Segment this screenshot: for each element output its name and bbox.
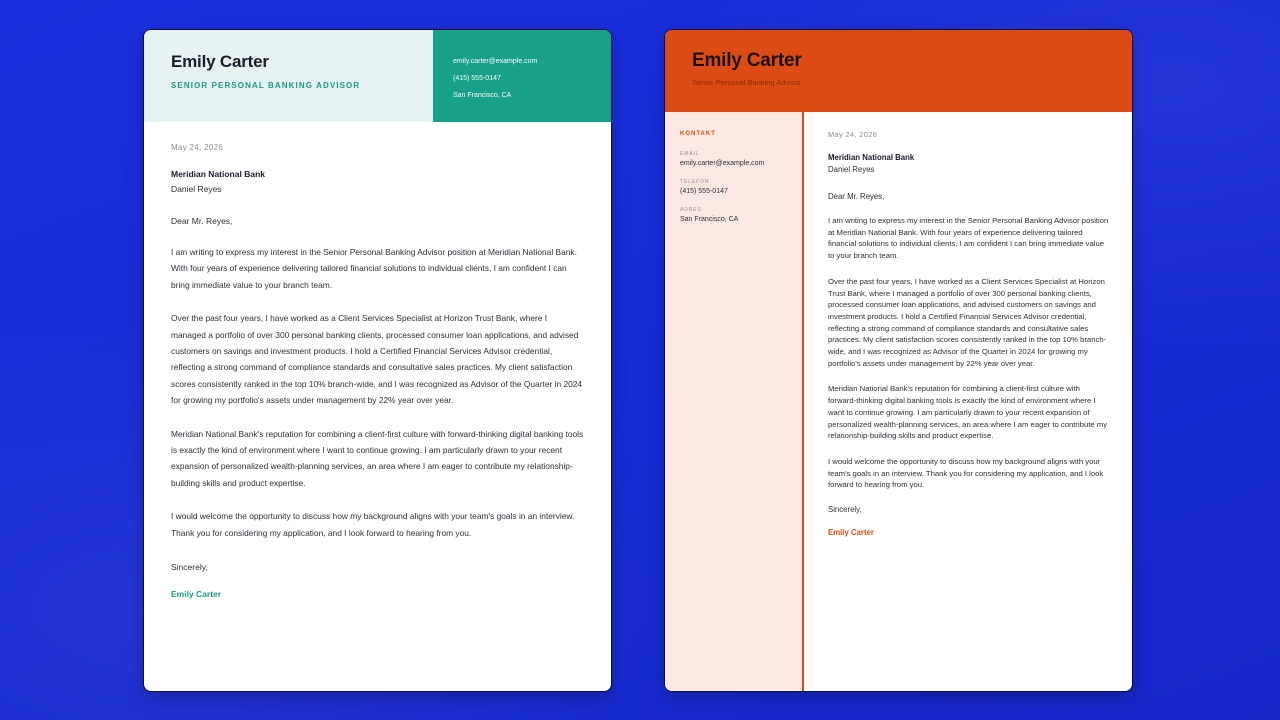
letter-date: May 24, 2026 xyxy=(828,130,878,139)
letter-header xyxy=(665,30,1132,112)
signature: Emily Carter xyxy=(828,528,874,538)
paragraph: Over the past four years, I have worked as a Client Services Specialist at Horizon Trust Bank, where I managed a portfolio of over 300 personal banking clients, processed consumer loan applications, and advised customers on savings and investment products. I hold a Certified Financial Services Advisor credential, reflecting a strong command of compliance standards and consultative sales practices. My client satisfaction scores consistently ranked in the top 10% branch-wide, and I was recognized as Advisor of the Quarter in 2024 for growing my portfolio's assets under management by 22% year over year. xyxy=(171,313,583,406)
paragraph: Meridian National Bank's reputation for combining a client-first culture with forward-thinking digital banking tools is exactly the kind of environment where I want to continue growing. I am particularly drawn to your recent expansion of personalized wealth-planning services, an area where I am eager to contribute my relationship-building skills and product expertise. xyxy=(171,428,584,488)
sidebar-heading: KONTAKT xyxy=(680,131,716,137)
closing: Sincerely, xyxy=(171,562,208,573)
applicant-name: Emily Carter xyxy=(692,50,802,71)
name-block xyxy=(144,30,433,122)
greeting: Dear Mr. Reyes, xyxy=(828,192,885,201)
letter-body xyxy=(144,122,611,599)
letter-main xyxy=(665,112,1132,691)
paragraph: I would welcome the opportunity to discuss how my background aligns with your team's goals in an interview. Thank you for considering my application, and I look forward to hearing from you. xyxy=(171,511,575,538)
paragraph: Over the past four years, I have worked as a Client Services Specialist at Horizon Trust Bank, where I managed a portfolio of over 300 personal banking clients, processed consumer loan applications, and advised customers on savings and investment products. I hold a Certified Financial Services Advisor credential, reflecting a strong command of compliance standards and consultative sales practices. My client satisfaction scores consistently ranked in the top 10% branch-wide, and I was recognized as Advisor of the Quarter in 2024 for growing my portfolio's assets under management by 22% year over year. xyxy=(828,276,1107,368)
applicant-name: Emily Carter xyxy=(171,52,269,71)
recipient-name: Daniel Reyes xyxy=(828,165,875,174)
recipient-company: Meridian National Bank xyxy=(828,153,915,162)
cover-letter-orange-template xyxy=(665,30,1132,691)
applicant-title: Senior Personal Banking Advisor xyxy=(692,78,802,87)
cover-letter-teal-template xyxy=(144,30,611,691)
contact-email: emily.carter@example.com xyxy=(453,58,538,65)
signature: Emily Carter xyxy=(171,589,222,600)
paragraph: Meridian National Bank's reputation for combining a client-first culture with forward-thinking digital banking tools is exactly the kind of environment where I want to continue growing. I am particularly drawn to your recent expansion of personalized wealth-planning services, an area where I am eager to contribute my relationship-building skills and product expertise. xyxy=(828,384,1108,441)
recipient-company: Meridian National Bank xyxy=(171,169,265,179)
address-label: ADRES xyxy=(680,207,702,213)
applicant-title: SENIOR PERSONAL BANKING ADVISOR xyxy=(171,81,361,90)
contact-sidebar xyxy=(665,112,804,691)
letter-header xyxy=(144,30,611,122)
letter-date: May 24, 2026 xyxy=(171,143,224,152)
closing: Sincerely, xyxy=(828,505,862,515)
contact-phone: (415) 555-0147 xyxy=(680,188,728,195)
paragraph: I would welcome the opportunity to discuss how my background aligns with your team's goals in an interview. Thank you for considering my application, and I look forward to hearing from you. xyxy=(828,456,1104,490)
letter-body xyxy=(804,112,1132,691)
paragraph: I am writing to express my interest in the Senior Personal Banking Advisor position at Meridian National Bank. With four years of experience delivering tailored financial solutions to individual clients, I am confident I can bring immediate value to your branch team. xyxy=(828,216,1109,261)
paragraph: I am writing to express my interest in the Senior Personal Banking Advisor position at Meridian National Bank. With four years of experience delivering tailored financial solutions to individual clients, I am confident I can bring immediate value to your branch team. xyxy=(171,247,577,290)
contact-email: emily.carter@example.com xyxy=(680,160,765,167)
phone-label: TELEFON xyxy=(680,179,710,185)
email-label: EMAIL xyxy=(680,151,700,157)
contact-phone: (415) 555-0147 xyxy=(453,75,501,82)
contact-location: San Francisco, CA xyxy=(453,92,512,99)
contact-location: San Francisco, CA xyxy=(680,216,739,223)
contact-block xyxy=(433,30,611,122)
greeting: Dear Mr. Reyes, xyxy=(171,216,233,226)
recipient-name: Daniel Reyes xyxy=(171,184,222,194)
